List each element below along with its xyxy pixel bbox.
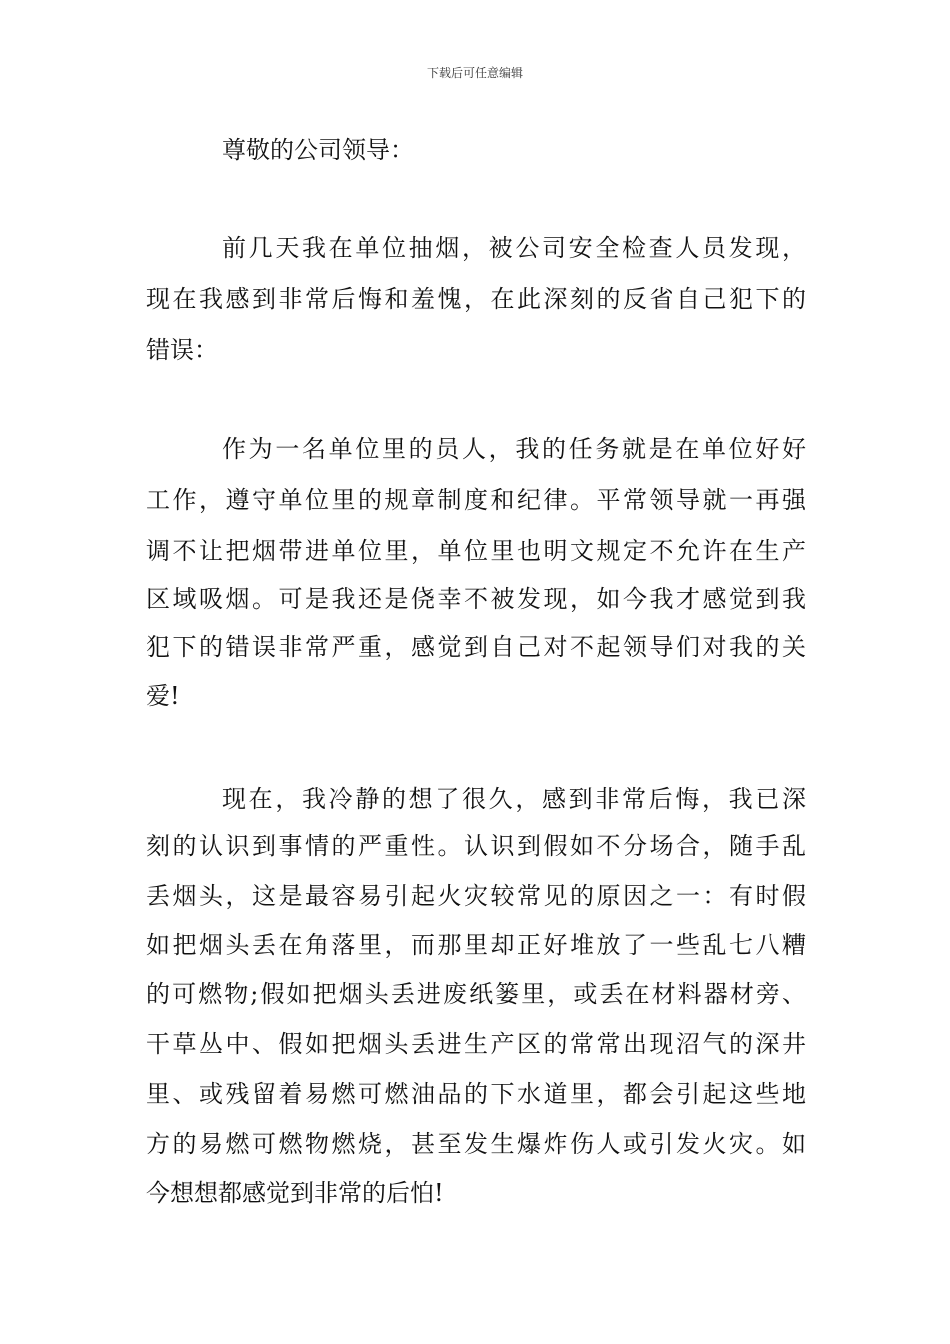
paragraph-line: 错误：: [146, 336, 218, 364]
paragraph-line: 现在，我冷静的想了很久，感到非常后悔，我已深: [222, 785, 806, 813]
page-header: 下载后可任意编辑: [426, 66, 523, 80]
paragraph-line: 工作，遵守单位里的规章制度和纪律。平常领导就一再强: [146, 486, 806, 514]
paragraph-line: 前几天我在单位抽烟，被公司安全检查人员发现，: [222, 234, 806, 262]
paragraph-line: 的可燃物;假如把烟头丢进废纸篓里，或丢在材料器材旁、: [146, 980, 806, 1008]
paragraph-line: 区域吸烟。可是我还是侥幸不被发现，如今我才感觉到我: [146, 585, 806, 613]
paragraph-line: 调不让把烟带进单位里，单位里也明文规定不允许在生产: [146, 537, 806, 565]
paragraph-line: 作为一名单位里的员人，我的任务就是在单位好好: [222, 435, 806, 463]
paragraph-line: 今想想都感觉到非常的后怕!: [146, 1179, 444, 1207]
salutation: 尊敬的公司领导：: [222, 136, 414, 164]
paragraph-line: 现在我感到非常后悔和羞愧，在此深刻的反省自己犯下的: [146, 285, 806, 313]
paragraph-line: 干草丛中、假如把烟头丢进生产区的常常出现沼气的深井: [146, 1030, 806, 1058]
paragraph-line: 方的易燃可燃物燃烧，甚至发生爆炸伤人或引发火灾。如: [146, 1130, 806, 1158]
paragraph-line: 犯下的错误非常严重，感觉到自己对不起领导们对我的关: [146, 633, 806, 661]
paragraph-line: 丢烟头，这是最容易引起火灾较常见的原因之一：有时假: [146, 882, 806, 910]
paragraph-line: 如把烟头丢在角落里，而那里却正好堆放了一些乱七八糟: [146, 931, 806, 959]
paragraph-line: 刻的认识到事情的严重性。认识到假如不分场合，随手乱: [146, 832, 806, 860]
paragraph-line: 里、或残留着易燃可燃油品的下水道里，都会引起这些地: [146, 1080, 806, 1108]
paragraph-line: 爱!: [146, 682, 180, 710]
